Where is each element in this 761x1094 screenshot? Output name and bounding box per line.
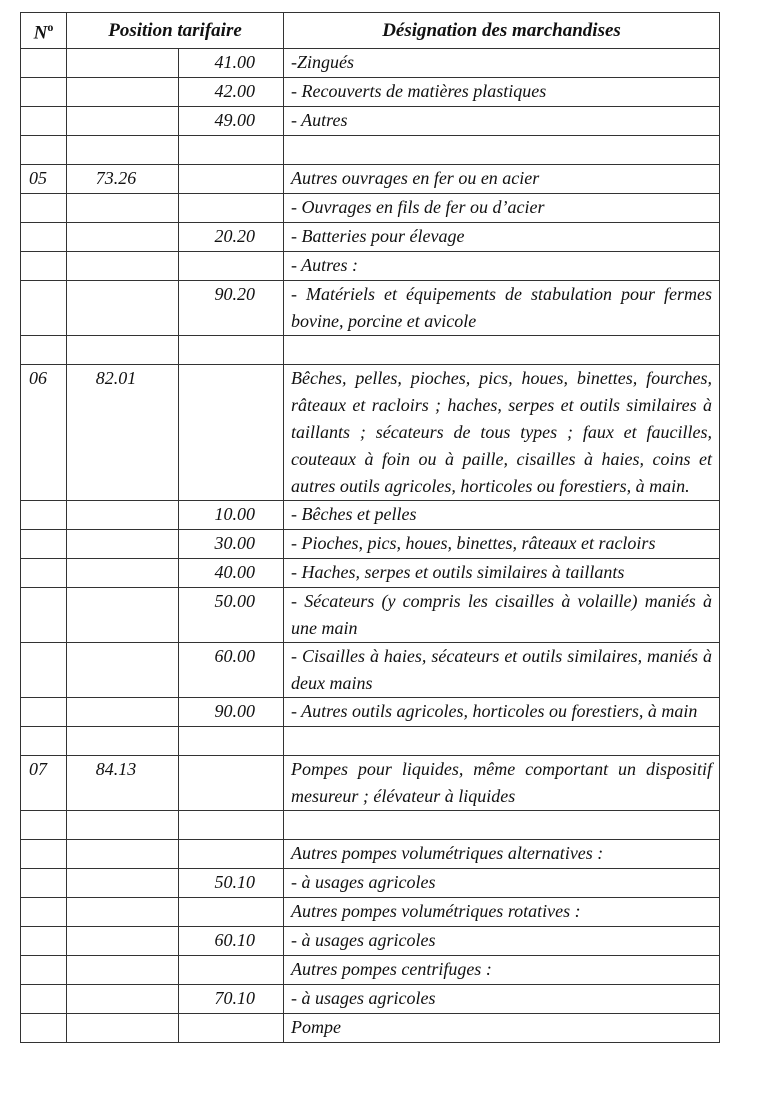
cell-subheading-position: 70.10	[179, 985, 284, 1014]
cell-heading-position	[67, 78, 179, 107]
cell-designation: - Ouvrages en fils de fer ou d’acier	[284, 194, 720, 223]
cell-designation	[284, 727, 720, 756]
cell-number	[21, 78, 67, 107]
table-row	[21, 869, 720, 898]
table-row	[21, 336, 720, 365]
cell-subheading-position: 90.00	[179, 698, 284, 727]
cell-designation: Pompe	[284, 1014, 720, 1043]
cell-subheading-position: 10.00	[179, 501, 284, 530]
cell-heading-position	[67, 956, 179, 985]
cell-number	[21, 956, 67, 985]
cell-subheading-position: 50.00	[179, 588, 284, 643]
cell-heading-position	[67, 811, 179, 840]
cell-number: 07	[21, 756, 67, 811]
table-row	[21, 194, 720, 223]
table-row	[21, 136, 720, 165]
cell-designation	[284, 811, 720, 840]
cell-designation: - Autres :	[284, 252, 720, 281]
cell-designation: - Matériels et équipements de stabulation pour fermes bovine, porcine et avicole	[284, 281, 720, 336]
cell-designation: Bêches, pelles, pioches, pics, houes, binettes, fourches, râteaux et racloirs ; haches, serpes et outils similaires à taillants ; sécateurs de tous types ; faux et faucilles, couteaux à foin ou à paille, cisailles à haies, coins et autres outils agricoles, horticoles ou forestiers, à main.	[284, 365, 720, 501]
cell-designation: - à usages agricoles	[284, 869, 720, 898]
cell-number	[21, 869, 67, 898]
cell-number	[21, 559, 67, 588]
header-designation: Désignation des marchandises	[284, 13, 720, 49]
cell-subheading-position: 60.00	[179, 643, 284, 698]
cell-heading-position	[67, 49, 179, 78]
cell-number	[21, 727, 67, 756]
cell-number	[21, 840, 67, 869]
cell-heading-position	[67, 223, 179, 252]
cell-subheading-position	[179, 840, 284, 869]
cell-heading-position	[67, 336, 179, 365]
cell-number	[21, 194, 67, 223]
cell-heading-position	[67, 898, 179, 927]
cell-number	[21, 281, 67, 336]
cell-heading-position	[67, 698, 179, 727]
cell-number	[21, 107, 67, 136]
table-row	[21, 365, 720, 501]
cell-heading-position	[67, 107, 179, 136]
table-row	[21, 252, 720, 281]
table-row	[21, 840, 720, 869]
cell-number	[21, 136, 67, 165]
table-row	[21, 165, 720, 194]
cell-number	[21, 223, 67, 252]
cell-subheading-position: 20.20	[179, 223, 284, 252]
table-row	[21, 559, 720, 588]
cell-heading-position	[67, 252, 179, 281]
cell-heading-position	[67, 840, 179, 869]
table-row	[21, 898, 720, 927]
cell-designation: - à usages agricoles	[284, 927, 720, 956]
cell-subheading-position	[179, 194, 284, 223]
table-row	[21, 927, 720, 956]
cell-number	[21, 1014, 67, 1043]
table-row	[21, 107, 720, 136]
table-header-row	[21, 13, 720, 49]
cell-heading-position	[67, 194, 179, 223]
cell-subheading-position: 41.00	[179, 49, 284, 78]
cell-designation: - Autres outils agricoles, horticoles ou forestiers, à main	[284, 698, 720, 727]
table-row	[21, 756, 720, 811]
table-body	[21, 49, 720, 1043]
cell-number	[21, 530, 67, 559]
cell-subheading-position: 60.10	[179, 927, 284, 956]
table-row	[21, 1014, 720, 1043]
cell-number	[21, 898, 67, 927]
cell-heading-position	[67, 927, 179, 956]
cell-designation: Autres ouvrages en fer ou en acier	[284, 165, 720, 194]
cell-heading-position	[67, 869, 179, 898]
cell-designation	[284, 136, 720, 165]
cell-heading-position: 82.01	[67, 365, 179, 501]
cell-number	[21, 698, 67, 727]
cell-subheading-position	[179, 136, 284, 165]
table-row	[21, 78, 720, 107]
cell-number	[21, 643, 67, 698]
cell-designation: - Cisailles à haies, sécateurs et outils similaires, maniés à deux mains	[284, 643, 720, 698]
cell-heading-position	[67, 643, 179, 698]
cell-designation: Autres pompes volumétriques alternatives :	[284, 840, 720, 869]
cell-subheading-position	[179, 365, 284, 501]
cell-heading-position	[67, 985, 179, 1014]
cell-heading-position	[67, 530, 179, 559]
cell-subheading-position: 50.10	[179, 869, 284, 898]
cell-number	[21, 252, 67, 281]
cell-designation: -Zingués	[284, 49, 720, 78]
cell-designation: - Pioches, pics, houes, binettes, râteaux et racloirs	[284, 530, 720, 559]
cell-number	[21, 985, 67, 1014]
cell-designation: - à usages agricoles	[284, 985, 720, 1014]
table-row	[21, 727, 720, 756]
cell-heading-position	[67, 501, 179, 530]
cell-designation: - Bêches et pelles	[284, 501, 720, 530]
cell-number	[21, 336, 67, 365]
cell-subheading-position	[179, 811, 284, 840]
cell-heading-position	[67, 136, 179, 165]
cell-subheading-position	[179, 252, 284, 281]
table-row	[21, 811, 720, 840]
table-row	[21, 501, 720, 530]
cell-designation: - Haches, serpes et outils similaires à taillants	[284, 559, 720, 588]
cell-number: 05	[21, 165, 67, 194]
header-position: Position tarifaire	[67, 13, 284, 49]
cell-subheading-position	[179, 336, 284, 365]
cell-number	[21, 501, 67, 530]
cell-number	[21, 927, 67, 956]
cell-number	[21, 49, 67, 78]
cell-heading-position	[67, 1014, 179, 1043]
table-row	[21, 588, 720, 643]
table-row	[21, 643, 720, 698]
cell-designation: - Autres	[284, 107, 720, 136]
cell-subheading-position	[179, 756, 284, 811]
table-row	[21, 49, 720, 78]
cell-subheading-position: 40.00	[179, 559, 284, 588]
cell-designation: - Sécateurs (y compris les cisailles à volaille) maniés à une main	[284, 588, 720, 643]
cell-number: 06	[21, 365, 67, 501]
table-row	[21, 956, 720, 985]
cell-designation: Autres pompes centrifuges :	[284, 956, 720, 985]
cell-designation: - Recouverts de matières plastiques	[284, 78, 720, 107]
table-row	[21, 530, 720, 559]
cell-subheading-position: 42.00	[179, 78, 284, 107]
table-row	[21, 281, 720, 336]
cell-subheading-position: 30.00	[179, 530, 284, 559]
cell-heading-position	[67, 727, 179, 756]
cell-subheading-position	[179, 956, 284, 985]
cell-designation: Pompes pour liquides, même comportant un dispositif mesureur ; élévateur à liquides	[284, 756, 720, 811]
cell-heading-position: 84.13	[67, 756, 179, 811]
cell-heading-position: 73.26	[67, 165, 179, 194]
cell-designation	[284, 336, 720, 365]
header-no: $N^o$	[21, 13, 67, 49]
cell-heading-position	[67, 281, 179, 336]
cell-designation: Autres pompes volumétriques rotatives :	[284, 898, 720, 927]
cell-subheading-position	[179, 727, 284, 756]
cell-subheading-position	[179, 165, 284, 194]
cell-subheading-position	[179, 898, 284, 927]
cell-number	[21, 588, 67, 643]
cell-subheading-position	[179, 1014, 284, 1043]
cell-subheading-position: 49.00	[179, 107, 284, 136]
table-row	[21, 223, 720, 252]
cell-designation: - Batteries pour élevage	[284, 223, 720, 252]
tariff-table	[20, 12, 720, 1043]
cell-heading-position	[67, 559, 179, 588]
cell-subheading-position: 90.20	[179, 281, 284, 336]
cell-heading-position	[67, 588, 179, 643]
cell-number	[21, 811, 67, 840]
table-row	[21, 698, 720, 727]
table-row	[21, 985, 720, 1014]
